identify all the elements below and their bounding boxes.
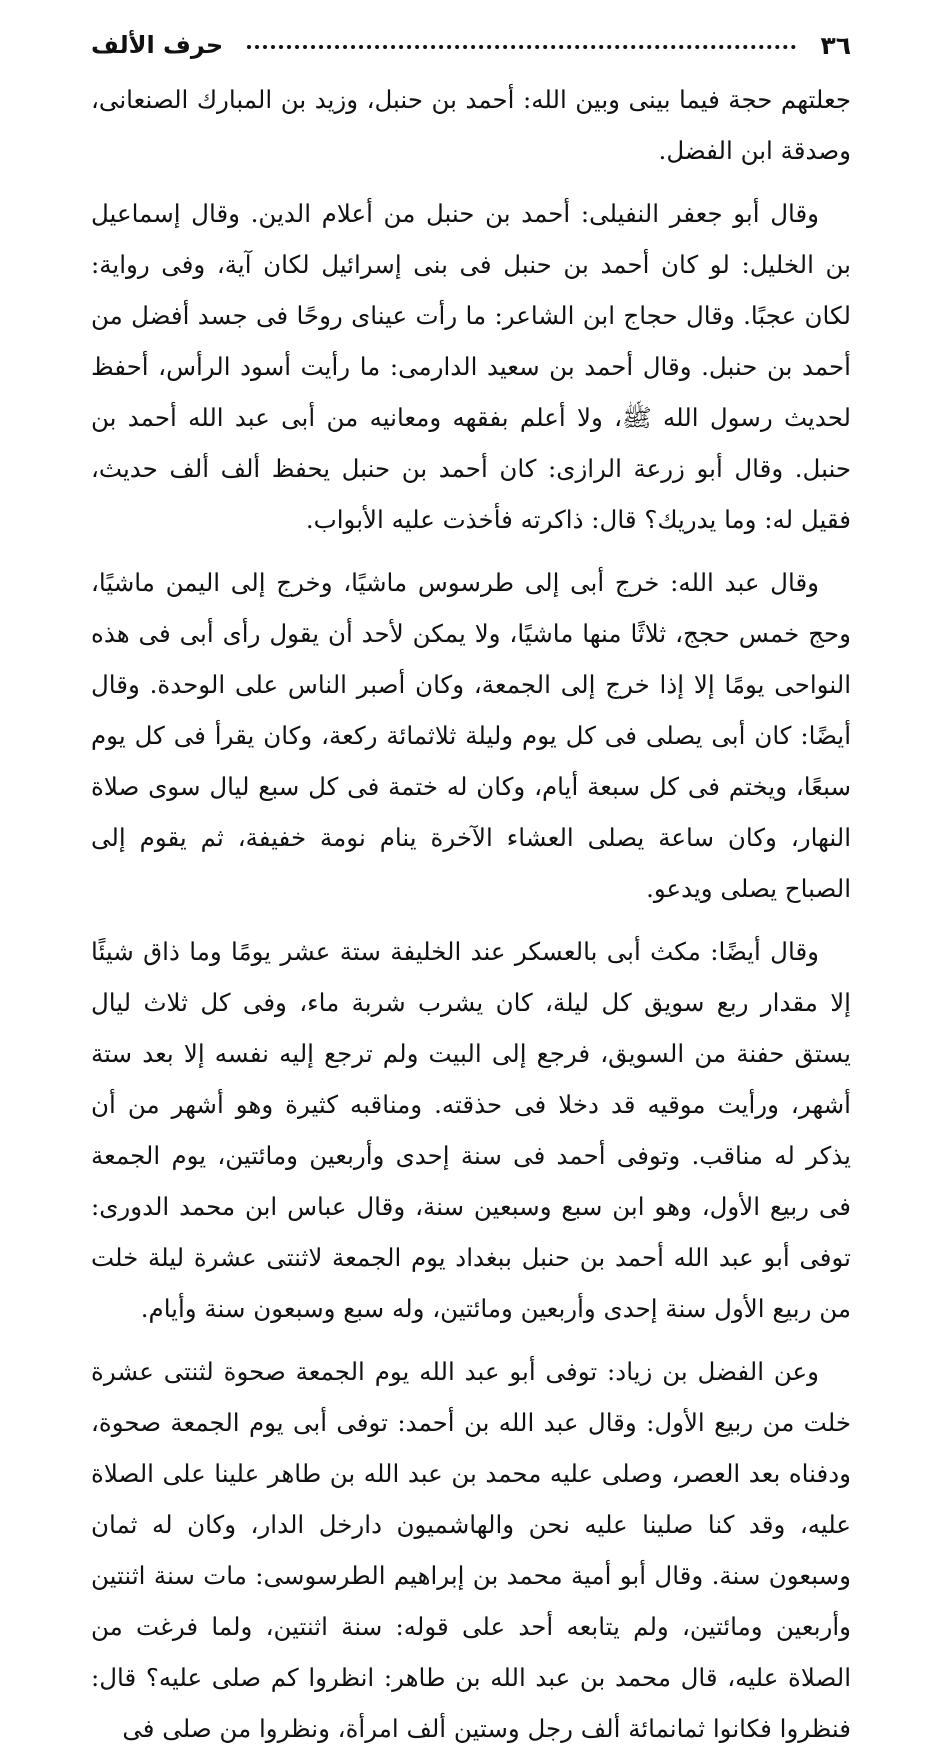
paragraph: جعلتهم حجة فيما بينى وبين الله: أحمد بن حنبل، وزيد بن المبارك الصنعانى، وصدقة ابن الفضل. [91,85,851,165]
paragraph: وقال أيضًا: مكث أبى بالعسكر عند الخليفة ستة عشر يومًا وما ذاق شيئًا إلا مقدار ربع سويق كل ليلة، كان يشرب شربة ماء، وفى كل ثلاث ليال يستق حفنة من السويق، فرجع إلى البيت ولم ترجع إليه نفسه إلا بعد ستة أشهر، ورأيت موقيه قد دخلا فى حذقته. ومناقبه كثيرة وهو أشهر من أن يذكر له مناقب. وتوفى أحمد فى سنة إحدى وأربعين ومائتين، يوم الجمعة فى ربيع الأول، وهو ابن سبع وسبعين سنة، وقال عباس ابن محمد الدورى: توفى أبو عبد الله أحمد بن حنبل ببغداد يوم الجمعة لاثنتى عشرة ليلة خلت من ربيع الأول سنة إحدى وأربعين ومائتين، وله سبع وسبعون سنة وأيام. [91,937,851,1323]
chapter-title: حرف الألف [91,31,224,59]
paragraph: وقال أبو جعفر النفيلى: أحمد بن حنبل من أعلام الدين. وقال إسماعيل بن الخليل: لو كان أحمد بن حنبل فى بنى إسرائيل لكان آية، وفى رواية: لكان عجبًا. وقال حجاج ابن الشاعر: ما رأت عيناى روحًا فى جسد أفضل من أحمد بن حنبل. وقال أحمد بن سعيد الدارمى: ما رأيت أسود الرأس، أحفظ لحديث رسول الله ﷺ، ولا أعلم بفقهه ومعانيه من أبى عبد الله أحمد بن حنبل. وقال أبو زرعة الرازى: كان أحمد بن حنبل يحفظ ألف ألف حديث، فقيل له: وما يدريك؟ قال: ذاكرته فأخذت عليه الأبواب. [91,199,851,534]
paragraph: وعن الفضل بن زياد: توفى أبو عبد الله يوم الجمعة صحوة لثنتى عشرة خلت من ربيع الأول: وقال عبد الله بن أحمد: توفى أبى يوم الجمعة صحوة، ودفناه بعد العصر، وصلى عليه محمد بن عبد الله بن طاهر علينا على الصلاة عليه، وقد كنا صلينا عليه نحن والهاشميون دارخل الدار، وكان له ثمان وسبعون سنة. وقال أبو أمية محمد بن إبراهيم الطرسوسى: مات سنة اثنتين وأربعين ومائتين، ولم يتابعه أحد على قوله: سنة اثنتين، ولما فرغت من الصلاة عليه، قال محمد بن عبد الله بن طاهر: انظروا كم صلى عليه؟ قال: فنظروا فكانوا ثمانمائة ألف رجل وستين ألف امرأة، ونظروا من صلى فى [91,1357,851,1743]
page-number: ٣٦ [820,30,851,60]
paragraph: وقال عبد الله: خرج أبى إلى طرسوس ماشيًا، وخرج إلى اليمن ماشيًا، وحج خمس حجج، ثلاثًا منها ماشيًا، ولا يمكن لأحد أن يقول رأى أبى فى هذه النواحى يومًا إلا إذا خرج إلى الجمعة، وكان أصبر الناس على الوحدة. وقال أيضًا: كان أبى يصلى فى كل يوم وليلة ثلاثمائة ركعة، وكان يقرأ فى كل يوم سبعًا، ويختم فى كل سبعة أيام، وكان له ختمة فى كل سبع ليال سوى صلاة النهار، وكان ساعة يصلى العشاء الآخرة ينام نومة خفيفة، ثم يقوم إلى الصباح يصلى ويدعو. [91,568,851,903]
running-header [91,22,851,68]
body-text [91,74,851,1754]
header-dotted-leader [247,45,796,49]
book-page [91,22,851,1743]
